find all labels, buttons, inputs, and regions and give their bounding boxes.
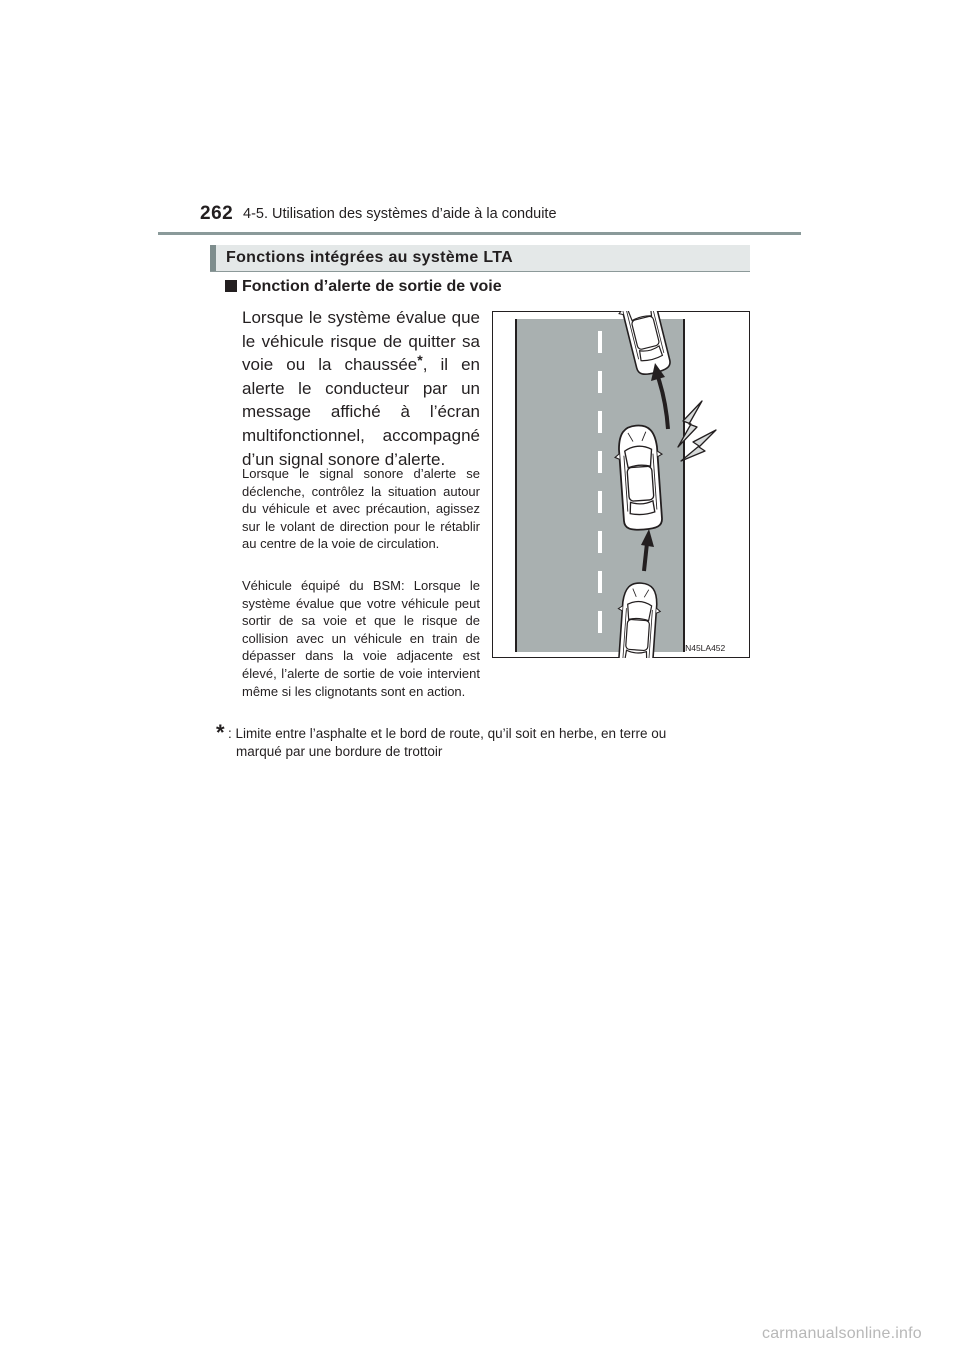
site-watermark[interactable]: carmanualsonline.info (762, 1325, 922, 1342)
section-bar-accent (210, 245, 216, 271)
lane-departure-illustration (492, 311, 750, 658)
lane-departure-figure (492, 311, 750, 658)
note-paragraph-2: Véhicule équipé du BSM: Lorsque le système évalue que votre véhicule peut sortir de sa voie et que le risque de collision avec un véhicule en train de dépasser dans la voie adjacente est élevé, l’alerte de sortie de voie intervient même si les clignotants sont en action. (242, 578, 480, 699)
running-header: 4-5. Utilisation des systèmes d’aide à la conduite (243, 206, 557, 222)
header-rule (158, 232, 801, 235)
black-square-bullet-icon (225, 280, 237, 292)
footnote-line-2: marqué par une bordure de trottoir (236, 744, 443, 759)
footnote-mark: * (216, 720, 225, 745)
footnote-reference: * (417, 352, 423, 369)
footnote-line-1: : Limite entre l’asphalte et le bord de route, qu’il soit en herbe, en terre ou (228, 726, 667, 741)
lead-paragraph (242, 306, 480, 471)
section-heading-bar (210, 245, 750, 272)
section-title: Fonctions intégrées au système LTA (226, 249, 514, 266)
subsection-heading: Fonction d’alerte de sortie de voie (242, 278, 502, 295)
lead-text-part-1: Lorsque le système évalue que le véhicule risque de quitter sa voie ou la chaussée (242, 308, 480, 375)
page-number: 262 (200, 203, 234, 224)
note-paragraph-1: Lorsque le signal sonore d’alerte se déclenche, contrôlez la situation autour du véhicule et avec précaution, agissez sur le volant de direction pour le rétablir au centre de la voie de circulation. (242, 466, 480, 552)
figure-code: IN45LA452 (682, 643, 726, 653)
lead-text-part-2: , il en alerte le conducteur par un message affiché à l’écran multifonctionnel, accompagné d’un signal sonore d’alerte. (242, 355, 480, 469)
